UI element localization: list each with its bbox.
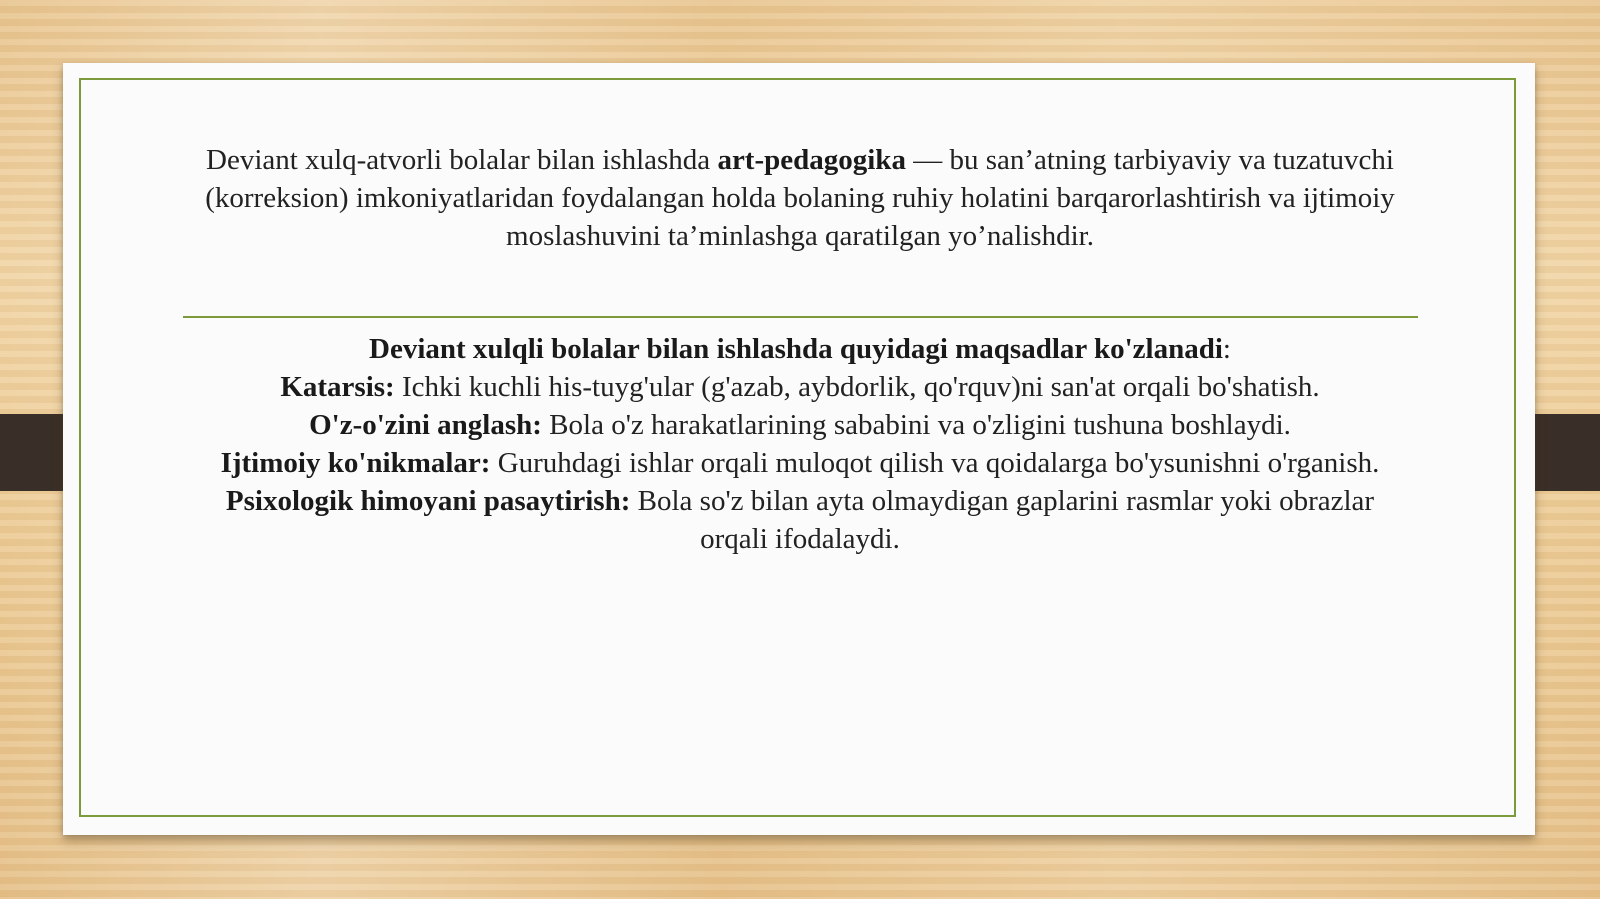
goals-heading-line bbox=[200, 330, 1400, 368]
goal-item bbox=[200, 444, 1400, 482]
intro-bold-term: art-pedagogika bbox=[717, 144, 906, 176]
goal-term: Katarsis: bbox=[280, 371, 395, 403]
goals-heading: Deviant xulqli bolalar bilan ishlashda quyidagi maqsadlar ko'zlanadi bbox=[369, 333, 1223, 365]
intro-paragraph bbox=[200, 141, 1400, 255]
goal-text: Bola so'z bilan ayta olmaydigan gaplarini rasmlar yoki obrazlar orqali ifodalaydi. bbox=[630, 485, 1375, 555]
goal-item bbox=[200, 406, 1400, 444]
section-divider bbox=[183, 316, 1418, 318]
goals-heading-suffix: : bbox=[1222, 333, 1231, 365]
goal-term: Psixologik himoyani pasaytirish: bbox=[225, 485, 631, 517]
goal-text: Guruhdagi ishlar orqali muloqot qilish va qoidalarga bo'ysunishni o'rganish. bbox=[490, 447, 1380, 479]
goal-text: Ichki kuchli his-tuyg'ular (g'azab, aybdorlik, qo'rquv)ni san'at orqali bo'shatish. bbox=[394, 371, 1320, 403]
goal-term: O'z-o'zini anglash: bbox=[309, 409, 542, 441]
intro-text-before: Deviant xulq-atvorli bolalar bilan ishlashda bbox=[206, 144, 718, 176]
goal-text: Bola o'z harakatlarining sababini va o'zligini tushuna boshlaydi. bbox=[541, 409, 1291, 441]
goal-term: Ijtimoiy ko'nikmalar: bbox=[220, 447, 491, 479]
intro-text-after: — bu san’atning tarbiyaviy va tuzatuvchi (korreksion) imkoniyatlaridan foydalangan holda bolaning ruhiy holatini barqarorlashtirish va ijtimoiy moslashuvini ta’minlashga qaratilgan yo’nalishdir. bbox=[205, 144, 1395, 252]
goals-section bbox=[200, 330, 1400, 558]
goal-item bbox=[200, 482, 1400, 558]
goal-item bbox=[200, 368, 1400, 406]
